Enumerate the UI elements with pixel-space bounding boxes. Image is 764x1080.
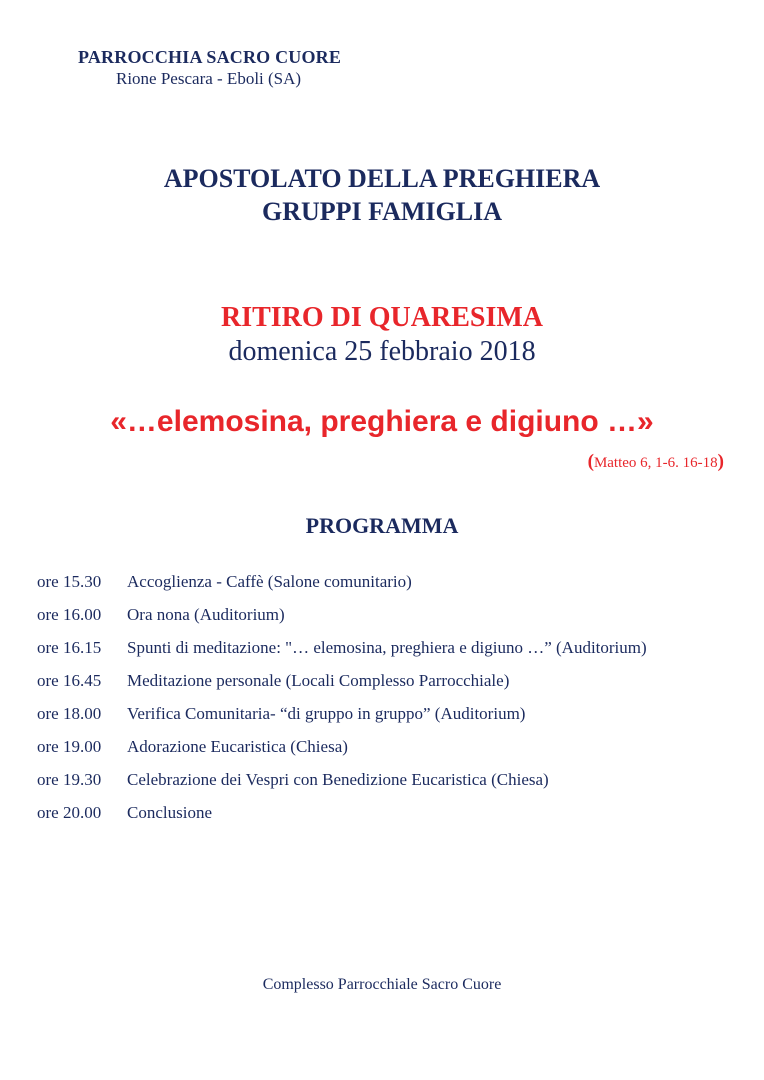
- schedule-time: ore 19.30: [37, 769, 102, 789]
- schedule-row: [37, 631, 737, 664]
- parish-header: [78, 46, 398, 90]
- schedule-row: [37, 796, 737, 829]
- schedule-time: ore 15.30: [37, 571, 102, 591]
- parish-location: Rione Pescara - Eboli (SA): [116, 69, 302, 88]
- program-schedule: [37, 565, 737, 829]
- schedule-activity: Ora nona (Auditorium): [127, 604, 285, 624]
- schedule-row: [37, 565, 737, 598]
- scripture-citation: [588, 451, 724, 474]
- schedule-row: [37, 598, 737, 631]
- schedule-row: [37, 730, 737, 763]
- schedule-time: ore 16.15: [37, 637, 102, 657]
- schedule-time: ore 16.45: [37, 670, 102, 690]
- schedule-row: [37, 664, 737, 697]
- retreat-date: domenica 25 febbraio 2018: [228, 336, 536, 367]
- retreat-title: RITIRO DI QUARESIMA: [220, 302, 544, 333]
- schedule-activity: Meditazione personale (Locali Complesso Parrocchiale): [127, 670, 510, 690]
- main-heading: [0, 162, 764, 228]
- schedule-time: ore 16.00: [37, 604, 102, 624]
- scripture-quote: «…elemosina, preghiera e digiuno …»: [110, 405, 654, 438]
- parish-name: PARROCCHIA SACRO CUORE: [78, 47, 342, 67]
- schedule-activity: Verifica Comunitaria- “di gruppo in gruppo” (Auditorium): [127, 703, 526, 723]
- citation-text: Matteo 6, 1-6. 16-18: [593, 455, 718, 471]
- schedule-time: ore 19.00: [37, 736, 102, 756]
- schedule-activity: Accoglienza - Caffè (Salone comunitario): [127, 571, 412, 591]
- schedule-activity: Conclusione: [127, 802, 212, 822]
- schedule-activity: Adorazione Eucaristica (Chiesa): [127, 736, 348, 756]
- heading-line-1: APOSTOLATO DELLA PREGHIERA: [163, 164, 601, 193]
- schedule-time: ore 20.00: [37, 802, 102, 822]
- schedule-time: ore 18.00: [37, 703, 102, 723]
- retreat-block: [0, 301, 764, 368]
- heading-line-2: GRUPPI FAMIGLIA: [261, 197, 502, 226]
- citation-open-paren: (: [587, 451, 594, 472]
- schedule-activity: Celebrazione dei Vespri con Benedizione Eucaristica (Chiesa): [127, 769, 549, 789]
- footer-text: Complesso Parrocchiale Sacro Cuore: [262, 976, 502, 993]
- schedule-row: [37, 697, 737, 730]
- program-title: PROGRAMMA: [305, 513, 459, 538]
- citation-close-paren: ): [717, 451, 724, 472]
- schedule-row: [37, 763, 737, 796]
- schedule-activity: Spunti di meditazione: "… elemosina, preghiera e digiuno …” (Auditorium): [127, 637, 647, 657]
